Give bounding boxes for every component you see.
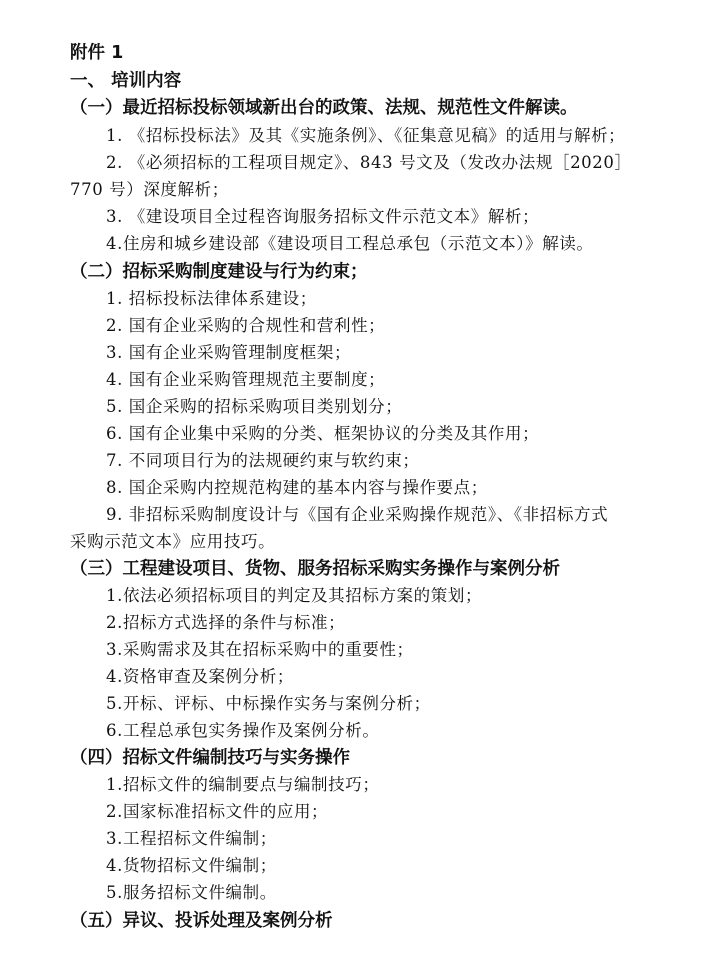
list-item: 2. 国有企业采购的合规性和营利性； — [106, 316, 386, 335]
list-item: 5. 国企采购的招标采购项目类别划分； — [106, 397, 403, 416]
attachment-label: 附件 1 — [70, 43, 124, 63]
section-heading: （一）最近招标投标领域新出台的政策、法规、规范性文件解读。 — [70, 98, 578, 118]
list-item-continuation: 770 号）深度解析； — [70, 180, 229, 199]
list-item: 1. 招标投标法律体系建设； — [106, 289, 317, 308]
section-heading: （三）工程建设项目、货物、服务招标采购实务操作与案例分析 — [70, 559, 560, 579]
list-item: 2.招标方式选择的条件与标准； — [106, 613, 346, 632]
section-heading: （二）招标采购制度建设与行为约束； — [70, 262, 368, 282]
list-item: 5.开标、评标、中标操作实务与案例分析； — [106, 694, 431, 713]
list-item: 2.国家标准招标文件的应用； — [106, 802, 329, 821]
list-item: 5.服务招标文件编制。 — [106, 883, 277, 902]
list-item: 3. 国有企业采购管理制度框架； — [106, 343, 352, 362]
list-item: 3.工程招标文件编制； — [106, 829, 277, 848]
list-item: 4.货物招标文件编制； — [106, 856, 277, 875]
list-item: 1.依法必须招标项目的判定及其招标方案的策划； — [106, 586, 483, 605]
list-item: 6.工程总承包实务操作及案例分析。 — [106, 721, 380, 740]
section-heading: （四）招标文件编制技巧与实务操作 — [70, 748, 350, 768]
list-item: 4.资格审查及案例分析； — [106, 667, 294, 686]
list-item-continuation: 采购示范文本》应用技巧。 — [70, 532, 276, 551]
list-item: 4.住房和城乡建设部《建设项目工程总承包（示范文本）》解读。 — [106, 234, 594, 253]
list-item: 1. 《招标投标法》及其《实施条例》、《征集意见稿》的适用与解析； — [106, 126, 626, 145]
list-item: 6. 国有企业集中采购的分类、框架协议的分类及其作用； — [106, 424, 540, 443]
list-item: 3.采购需求及其在招标采购中的重要性； — [106, 640, 414, 659]
list-item: 1.招标文件的编制要点与编制技巧； — [106, 775, 380, 794]
section-heading: （五）异议、投诉处理及案例分析 — [70, 911, 333, 931]
list-item: 8. 国企采购内控规范构建的基本内容与操作要点； — [106, 478, 488, 497]
main-heading: 一、 培训内容 — [70, 71, 182, 91]
list-item: 3. 《建设项目全过程咨询服务招标文件示范文本》解析； — [106, 207, 540, 226]
list-item: 4. 国有企业采购管理规范主要制度； — [106, 370, 386, 389]
list-item: 9. 非招标采购制度设计与《国有企业采购操作规范》、《非招标方式 — [106, 505, 609, 524]
list-item: 2. 《必须招标的工程项目规定》、843 号文及（发改办法规［2020］ — [106, 153, 632, 172]
list-item: 7. 不同项目行为的法规硬约束与软约束； — [106, 451, 420, 470]
